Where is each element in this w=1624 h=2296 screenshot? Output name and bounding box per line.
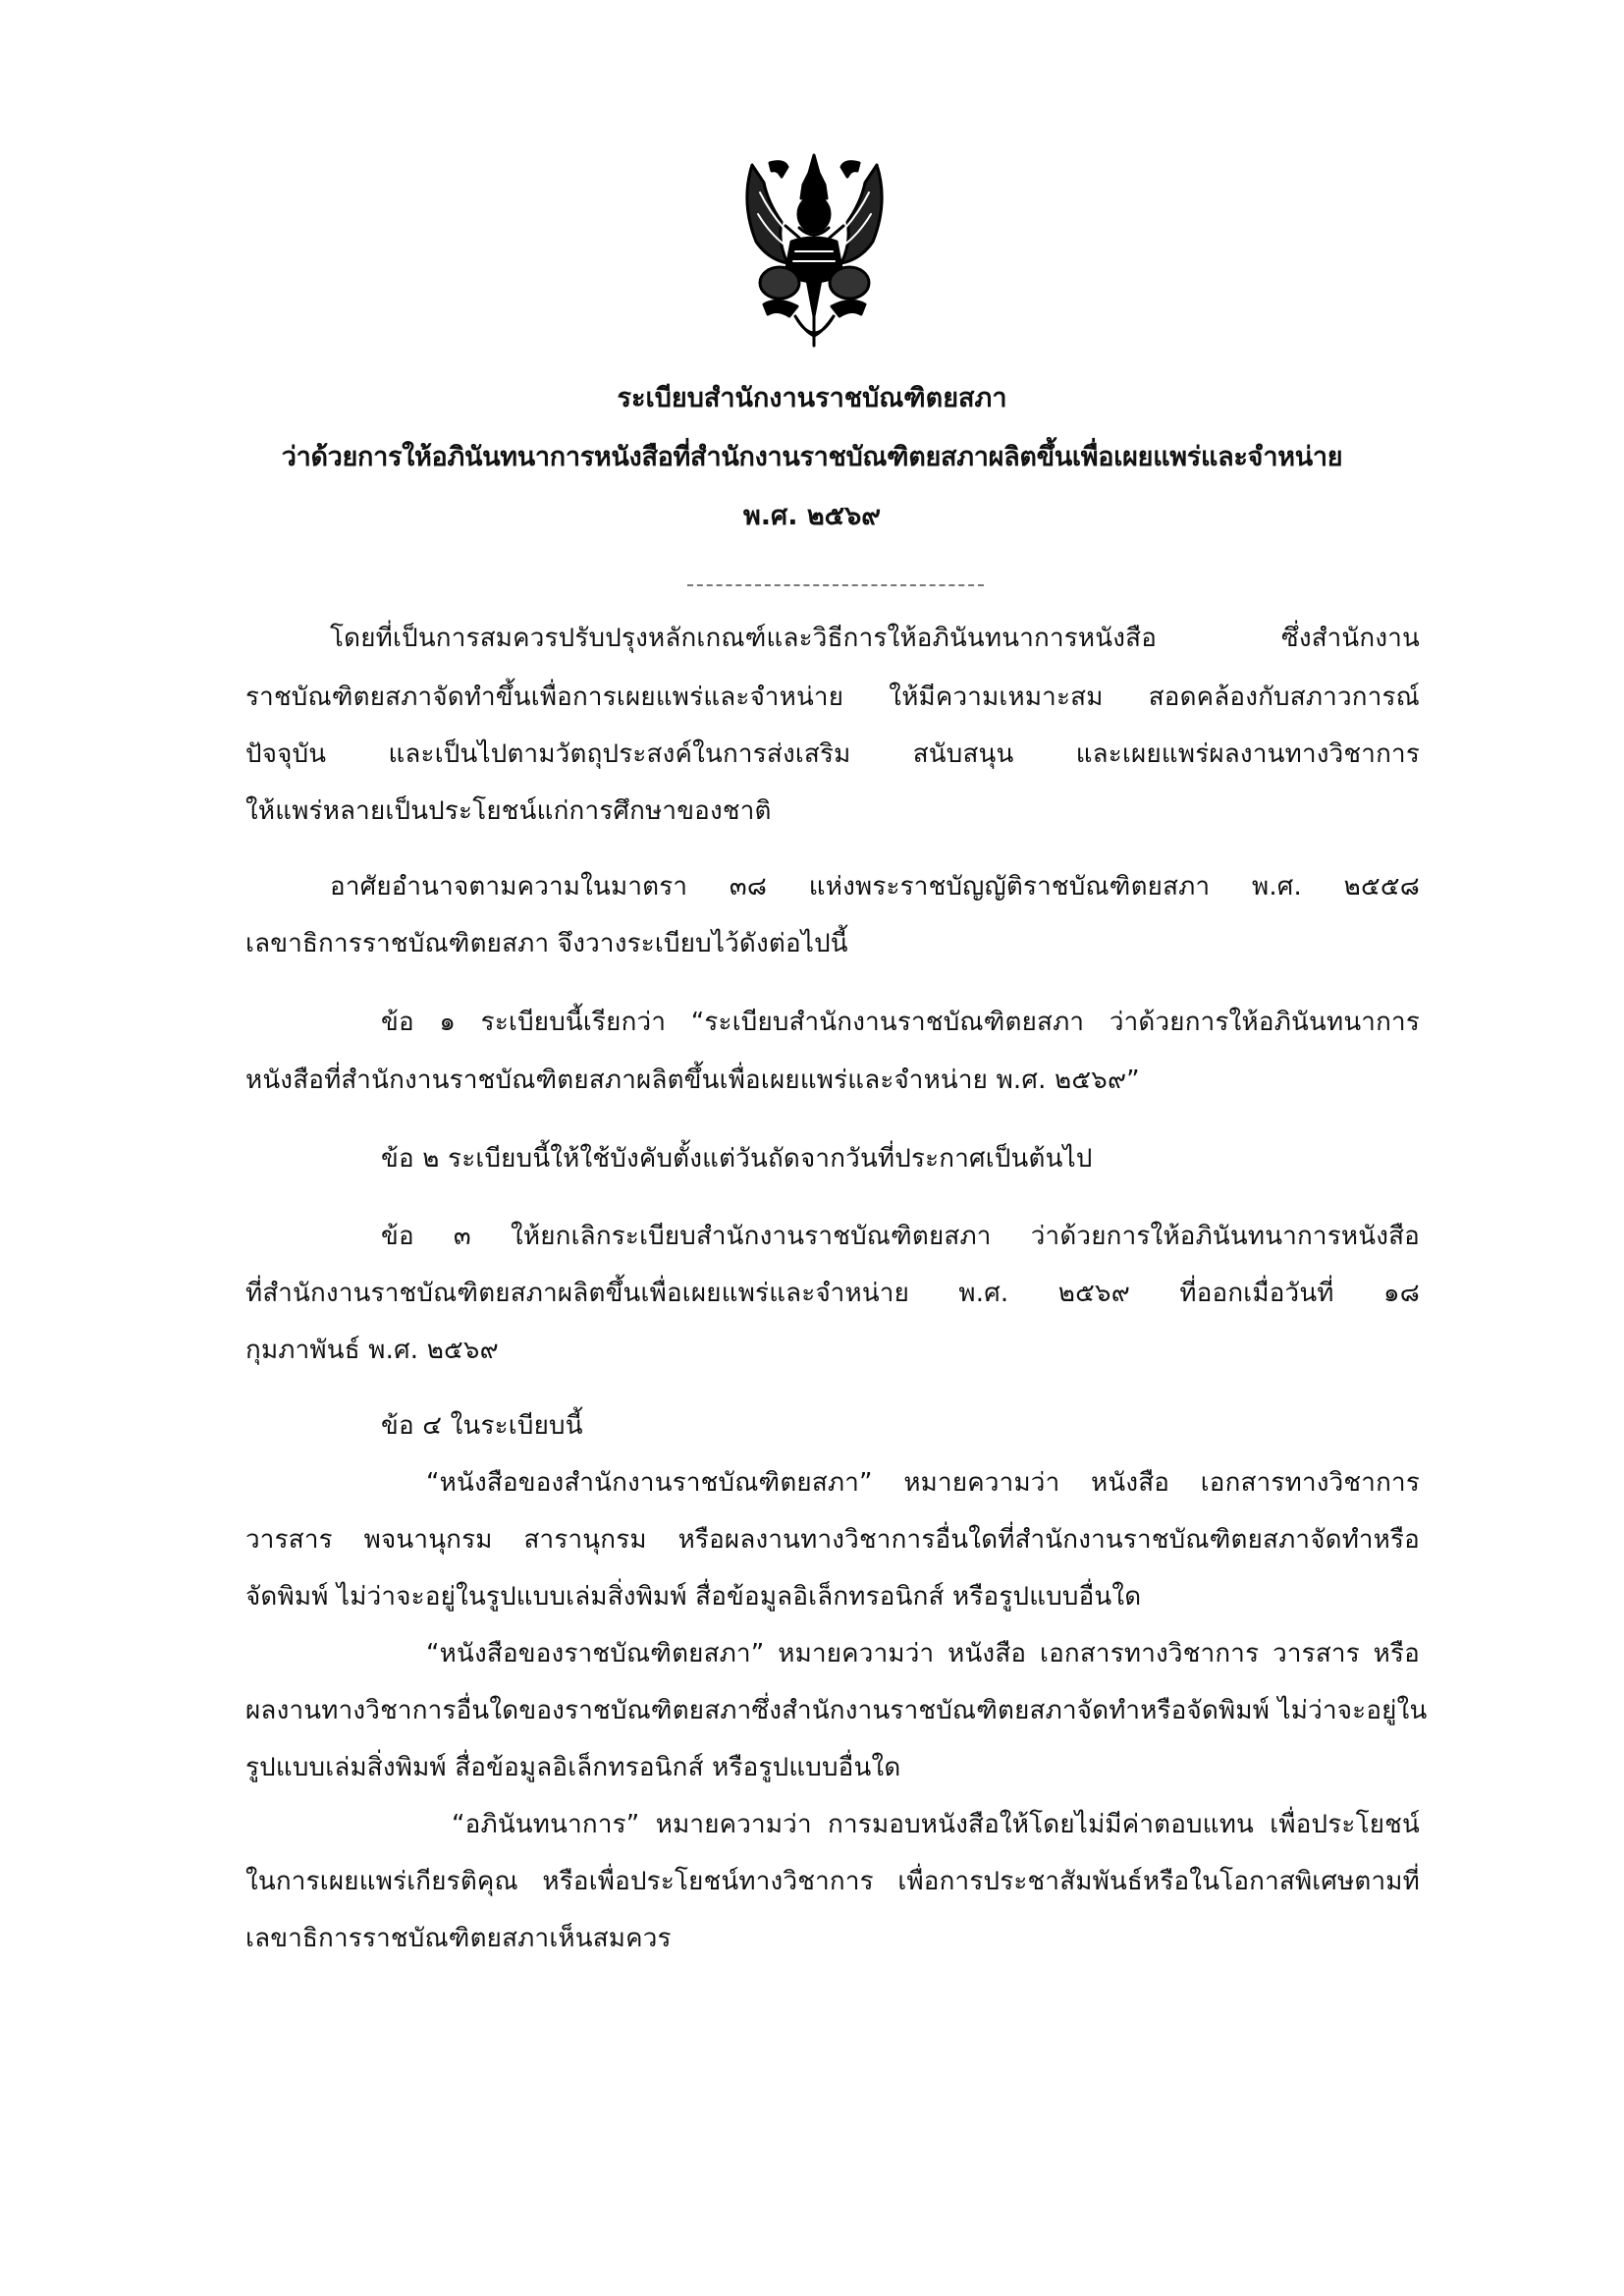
- clause-2: ข้อ ๒ ระเบียบนี้ให้ใช้บังคับตั้งแต่วันถัดจากวันที่ประกาศเป็นต้นไป: [381, 1144, 1093, 1174]
- dashed-separator: [687, 584, 984, 586]
- definition-complimentary: “อภินันทนาการ” หมายความว่า การมอบหนังสือให้โดยไม่มีค่าตอบแทน เพื่อประโยชน์: [452, 1810, 1420, 1839]
- authority-line: อาศัยอำนาจตามความในมาตรา ๓๘ แห่งพระราชบัญญัติราชบัณฑิตยสภา พ.ศ. ๒๕๕๘: [330, 872, 1420, 902]
- definition-office-books: วารสาร พจนานุกรม สารานุกรม หรือผลงานทางวิชาการอื่นใดที่สำนักงานราชบัณฑิตยสภาจัดทำหรือ: [245, 1525, 1420, 1555]
- definition-office-books: จัดพิมพ์ ไม่ว่าจะอยู่ในรูปแบบเล่มสิ่งพิมพ์ สื่อข้อมูลอิเล็กทรอนิกส์ หรือรูปแบบอื่นใด: [245, 1582, 1142, 1612]
- clause-3: ที่สำนักงานราชบัณฑิตยสภาผลิตขึ้นเพื่อเผยแพร่และจำหน่าย พ.ศ. ๒๕๖๙ ที่ออกเมื่อวันที่ ๑๘: [245, 1279, 1420, 1308]
- regulation-year: พ.ศ. ๒๕๖๙: [743, 501, 881, 531]
- definition-royal-society-books: ผลงานทางวิชาการอื่นใดของราชบัณฑิตยสภาซึ่งสำนักงานราชบัณฑิตยสภาจัดทำหรือจัดพิมพ์ ไม่ว่าจะอยู่ใน: [245, 1696, 1428, 1725]
- authority-line: เลขาธิการราชบัณฑิตยสภา จึงวางระเบียบไว้ดังต่อไปนี้: [245, 929, 848, 958]
- definition-complimentary: เลขาธิการราชบัณฑิตยสภาเห็นสมควร: [245, 1924, 672, 1953]
- clause-3: กุมภาพันธ์ พ.ศ. ๒๕๖๙: [245, 1336, 499, 1365]
- preamble-line: ให้แพร่หลายเป็นประโยชน์แก่การศึกษาของชาติ: [245, 796, 772, 826]
- garuda-emblem-icon: [738, 143, 891, 355]
- clause-4-title: ข้อ ๔ ในระเบียบนี้: [381, 1411, 583, 1441]
- preamble-line: โดยที่เป็นการสมควรปรับปรุงหลักเกณฑ์และวิธีการให้อภินันทนาการหนังสือ ซึ่งสำนักงาน: [330, 624, 1420, 653]
- definition-royal-society-books: “หนังสือของราชบัณฑิตยสภา” หมายความว่า หนังสือ เอกสารทางวิชาการ วารสาร หรือ: [426, 1639, 1420, 1668]
- clause-3: ข้อ ๓ ให้ยกเลิกระเบียบสำนักงานราชบัณฑิตยสภา ว่าด้วยการให้อภินันทนาการหนังสือ: [381, 1222, 1420, 1251]
- definition-royal-society-books: รูปแบบเล่มสิ่งพิมพ์ สื่อข้อมูลอิเล็กทรอนิกส์ หรือรูปแบบอื่นใด: [245, 1753, 901, 1782]
- clause-1: หนังสือที่สำนักงานราชบัณฑิตยสภาผลิตขึ้นเพื่อเผยแพร่และจำหน่าย พ.ศ. ๒๕๖๙”: [245, 1066, 1140, 1095]
- definition-complimentary: ในการเผยแพร่เกียรติคุณ หรือเพื่อประโยชน์ทางวิชาการ เพื่อการประชาสัมพันธ์หรือในโอกาสพิเศษตามที่: [245, 1867, 1420, 1896]
- clause-1: ข้อ ๑ ระเบียบนี้เรียกว่า “ระเบียบสำนักงานราชบัณฑิตยสภา ว่าด้วยการให้อภินันทนาการ: [381, 1008, 1420, 1037]
- preamble-line: ราชบัณฑิตยสภาจัดทำขึ้นเพื่อการเผยแพร่และจำหน่าย ให้มีความเหมาะสม สอดคล้องกับสภาวการณ์: [245, 683, 1420, 712]
- regulation-title: ระเบียบสำนักงานราชบัณฑิตยสภา: [617, 383, 1007, 413]
- preamble-line: ปัจจุบัน และเป็นไปตามวัตถุประสงค์ในการส่งเสริม สนับสนุน และเผยแพร่ผลงานทางวิชาการ: [245, 739, 1420, 769]
- regulation-subject: ว่าด้วยการให้อภินันทนาการหนังสือที่สำนักงานราชบัณฑิตยสภาผลิตขึ้นเพื่อเผยแพร่และจำหน่าย: [281, 442, 1343, 472]
- definition-office-books: “หนังสือของสำนักงานราชบัณฑิตยสภา” หมายความว่า หนังสือ เอกสารทางวิชาการ: [426, 1468, 1420, 1498]
